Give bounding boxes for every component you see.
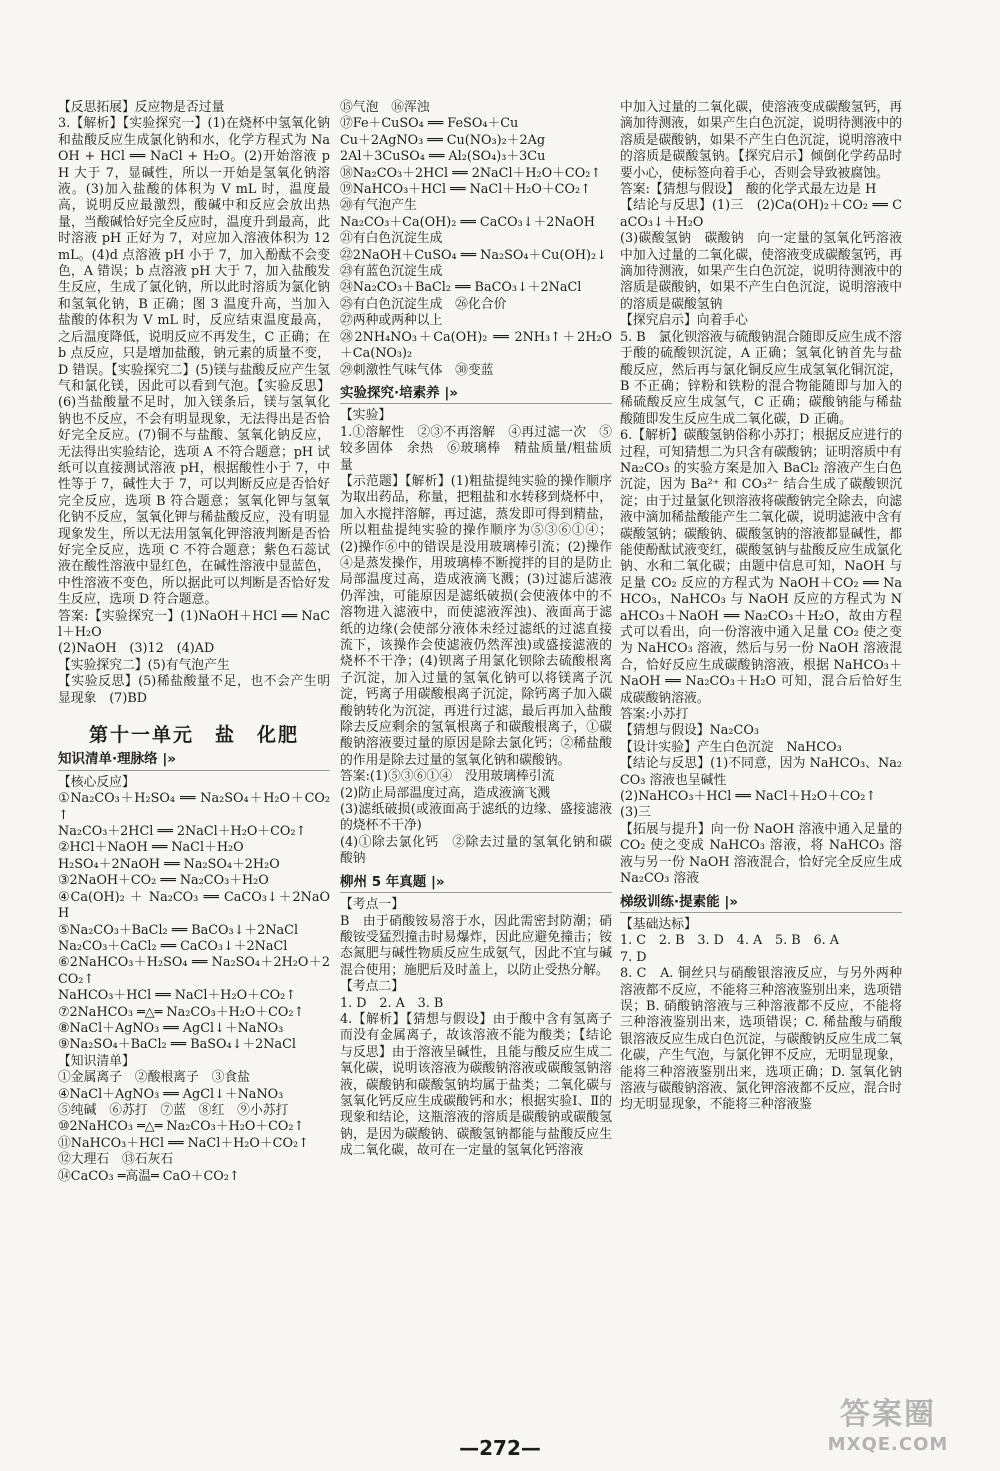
text-paragraph: 【实验探究二】(5)有气泡产生	[58, 657, 230, 673]
text-paragraph: ⑤纯碱 ⑥苏打 ⑦蓝 ⑧红 ⑨小苏打	[58, 1102, 289, 1118]
text-paragraph: Na₂CO₃＋2HCl ══ 2NaCl＋H₂O＋CO₂↑	[58, 824, 307, 840]
text-paragraph: ㉘2NH₄NO₃＋Ca(OH)₂ ══ 2NH₃↑＋2H₂O＋Ca(NO₃)₂	[340, 329, 612, 362]
text-paragraph: 1. C 2. B 3. D 4. A 5. B 6. A	[620, 933, 839, 949]
text-paragraph: B 由于硝酸铵易溶于水，因此需密封防潮；硝酸铵受猛烈撞击时易爆炸，因此应避免撞击；铵态氮肥与碱性物质反应生成氨气，因此不宜与碱混合使用；施肥后及时盖上，以防止受热分解。	[340, 913, 612, 978]
text-paragraph: 【考点一】	[340, 897, 404, 913]
text-paragraph: Na₂CO₃＋CaCl₂ ══ CaCO₃↓＋2NaCl	[58, 938, 288, 954]
text-paragraph: (3)碳酸氢钠 碳酸钠 向一定量的氢氧化钙溶液中加入过量的二氧化碳，使溶液变成碳酸氢钙，再滴加待测液，如果产生白色沉淀，说明待测液中的溶质是碳酸钠，如果不产生白色沉淀，说明溶液中的溶质是碳酸氢钠	[620, 231, 902, 312]
text-paragraph: ⑤Na₂CO₃＋BaCl₂ ══ BaCO₃↓＋2NaCl	[58, 922, 299, 938]
section-header: 梯级训练·提素能 |»	[620, 894, 902, 913]
text-paragraph: ⑮气泡 ⑯浑浊	[340, 100, 430, 115]
page-number: —272—	[459, 1436, 541, 1460]
text-paragraph: 【实验】	[340, 408, 392, 424]
text-paragraph: ②HCl＋NaOH ══ NaCl＋H₂O	[58, 840, 244, 856]
text-paragraph: ⑧NaCl＋AgNO₃ ══ AgCl↓＋NaNO₃	[58, 1020, 284, 1036]
text-paragraph: 5. B 氯化钡溶液与硫酸钠混合随即反应生成不溶于酸的硫酸钡沉淀，A 正确；氢氧化钠首先与盐酸反应，然后再与氯化铜反应生成氢氧化铜沉淀，B 不正确；锌粉和铁粉的混合物能随即与加入的稀硫酸反应生成氢气，C 正确；碳酸钠能与稀盐酸随即发生反应生成二氧化碳，D 正确。	[620, 329, 902, 427]
text-paragraph: 答案:【猜想与假设】 酸的化学式最左边是 H	[620, 182, 877, 198]
text-paragraph: (4)①除去氯化钙 ②除去过量的氢氧化钠和碳酸钠	[340, 834, 612, 867]
section-header: 柳州 5 年真题 |»	[340, 874, 612, 893]
text-paragraph: 【实验反思】(5)稀盐酸量不足，也不会产生明显现象 (7)BD	[58, 674, 330, 706]
section-header: 知识清单·理脉络 |»	[58, 751, 330, 770]
text-paragraph: 【结论与反思】(1)不同意，因为 NaHCO₃、Na₂CO₃ 溶液也呈碱性	[620, 756, 902, 788]
column-middle	[340, 100, 612, 1435]
text-paragraph: 6.【解析】碳酸氢钠俗称小苏打；根据反应进行的过程，可知猜想二为只含有碳酸钠；证明溶质中有 Na₂CO₃ 的实验方案是加入 BaCl₂ 溶液产生白色沉淀，因为 Ba²⁺ 和 CO₃²⁻ 结合生成了碳酸钡沉淀；由于过量氯化钡溶液将碳酸钠完全除去，向滤液中滴加稀盐酸能产生二氧化碳，说明滤液中含有碳酸氢钠；碳酸钠、碳酸氢钠的溶液都显碱性，都能使酚酞试液变红，碳酸氢钠与盐酸反应生成氯化钠、水和二氧化碳；由题中信息可知，NaOH 与足量 CO₂ 反应的方程式为 NaOH＋CO₂ ══ NaHCO₃，NaHCO₃ 与 NaOH 反应的方程式为 NaHCO₃＋NaOH ══ Na₂CO₃＋H₂O，故由方程式可以看出，向一份溶液中通入足量 CO₂ 使之变为 NaHCO₃ 溶液，然后与另一份 NaOH 溶液混合，恰好反应生成碳酸钠溶液，根据 NaHCO₃＋NaOH ══ Na₂CO₃＋H₂O 可知，混合后恰好生成碳酸钠溶液。	[620, 428, 907, 706]
text-paragraph: ㉓有蓝色沉淀生成	[340, 264, 443, 280]
text-paragraph: 【猜想与假设】Na₂CO₃	[620, 723, 759, 739]
text-paragraph: (2)NaHCO₃＋HCl ══ NaCl＋H₂O＋CO₂↑	[620, 789, 877, 805]
text-paragraph: 答案:小苏打	[620, 707, 689, 723]
text-paragraph: 【核心反应】	[58, 774, 135, 790]
text-paragraph: ㉔Na₂CO₃＋BaCl₂ ══ BaCO₃↓＋2NaCl	[340, 280, 582, 296]
text-paragraph: 答案:(1)⑤③⑥①④ 没用玻璃棒引流	[340, 769, 555, 785]
text-paragraph: ㉗两种或两种以上	[340, 313, 443, 329]
text-paragraph: (3)三	[620, 805, 651, 821]
watermark-bottom-text: MXQE.COM	[827, 1434, 949, 1455]
text-paragraph: 中加入过量的二氧化碳，使溶液变成碳酸氢钙，再滴加待测液，如果产生白色沉淀，说明待测液中的溶质是碳酸钠，如果不产生白色沉淀，说明溶液中的溶质是碳酸氢钠。【探究启示】倾倒化学药品时要小心，使标签向着手心，否则会导致被腐蚀。	[620, 100, 902, 181]
text-paragraph: 答案:【实验探究一】(1)NaOH＋HCl ══ NaCl＋H₂O	[58, 608, 330, 640]
text-paragraph: (2)NaOH (3)12 (4)AD	[58, 641, 215, 657]
text-paragraph: ⑩2NaHCO₃ ═△═ Na₂CO₃＋H₂O＋CO₂↑	[58, 1119, 305, 1135]
text-paragraph: ㉕有白色沉淀生成 ㉖化合价	[340, 296, 507, 312]
text-paragraph: 1.①溶解性 ②③不再溶解 ④再过滤一次 ⑤较多固体 余热 ⑥玻璃棒 精盐质量/粗盐质量	[340, 424, 612, 473]
text-paragraph: 【结论与反思】(1)三 (2)Ca(OH)₂＋CO₂ ══ CaCO₃↓＋H₂O	[620, 198, 902, 230]
text-paragraph: 【探究启示】向着手心	[620, 313, 748, 329]
text-paragraph: 1. D 2. A 3. B	[340, 995, 444, 1011]
text-paragraph: ⑳有气泡产生	[340, 198, 417, 214]
section-header: 实验探究·培素养 |»	[340, 385, 612, 404]
text-paragraph: 7. D	[620, 949, 647, 965]
text-paragraph: 【考点二】	[340, 979, 404, 995]
text-paragraph: 8. C A. 铜丝只与硝酸银溶液反应，与另外两种溶液都不反应，不能将三种溶液鉴别出来，选项错误；B. 硝酸钠溶液与三种溶液都不反应，不能将三种溶液鉴别出来，选项错误；C. 稀盐酸与硝酸银溶液反应生成白色沉淀，与碳酸钠反应生成二氧化碳，产生气泡，与氯化钾不反应，无明显现象，能将三种溶液鉴别出来，选项正确；D. 氢氧化钠溶液与碳酸钠溶液、氯化钾溶液都不反应，混合时均无明显现象，不能将三种溶液鉴	[620, 966, 902, 1113]
text-paragraph: 【知识清单】	[58, 1053, 135, 1069]
text-paragraph: (2)防止局部温度过高，造成液滴飞溅	[340, 785, 551, 801]
text-paragraph: 3.【解析】【实验探究一】(1)在烧杯中氢氧化钠和盐酸反应生成氯化钠和水，化学方程式为 NaOH + HCl ══ NaCl + H₂O。(2)开始溶液 pH 大于 7，显碱性，所以一开始是氢氧化钠溶液。(3)加入盐酸的体积为 V mL 时，温度最高，说明反应最激烈，酸碱中和反应会放出热量，当酸碱恰好完全反应时，温度升到最高，此时溶液 pH 正好为 7，对应加入溶液体积为 12 mL。(4)d 点溶液 pH 小于 7，加入酚酞不会变色，A 错误；b 点溶液 pH 大于 7，加入盐酸发生反应，生成了氯化钠，所以此时溶质为氯化钠和氢氧化钠，B 正确；图 3 温度升高，当加入盐酸的体积为 V mL 时，反应结束温度最高，之后温度降低，说明反应不再发生，C 正确；在 b 点反应，只是增加盐酸，钠元素的质量不变，D 错误。【实验探究二】(5)镁与盐酸反应产生氢气和氯化镁，因此可以看到气泡。【实验反思】(6)当盐酸量不足时，加入镁条后，镁与氢氧化钠也不反应，不会有明显现象，无法得出是否恰好完全反应。(7)铜不与盐酸、氢氧化钠反应，无法得出实验结论，选项 A 不符合题意；pH 试纸可以直接测试溶液 pH，根据酸性小于 7，中性等于 7，碱性大于 7，可以判断反应是否恰好完全反应，选项 B 符合题意；氢氧化钾与氢氧化钠不反应，氢氧化钾与稀盐酸反应，没有明显现象发生，所以无法用氢氧化钾溶液判断是否恰好完全反应，选项 C 不符合题意；紫色石蕊试液在酸性溶液中显红色，在碱性溶液中显蓝色，中性溶液不变色，所以据此可以判断是否恰好发生反应，选项 D 符合题意。	[58, 116, 335, 608]
text-paragraph: ④Ca(OH)₂ ＋ Na₂CO₃ ══ CaCO₃↓＋2NaOH	[58, 889, 330, 922]
text-paragraph: ⑦2NaHCO₃ ═△═ Na₂CO₃＋H₂O＋CO₂↑	[58, 1004, 305, 1020]
unit-title: 第十一单元 盐 化肥	[88, 724, 299, 747]
text-paragraph: ㉒2NaOH＋CuSO₄ ══ Na₂SO₄＋Cu(OH)₂↓	[340, 247, 607, 263]
text-paragraph: ①Na₂CO₃＋H₂SO₄ ══ Na₂SO₄＋H₂O＋CO₂↑	[58, 791, 330, 823]
text-paragraph: ⑥2NaHCO₃＋H₂SO₄ ══ Na₂SO₄＋2H₂O＋2CO₂↑	[58, 955, 330, 987]
text-paragraph: ⑨Na₂SO₄＋BaCl₂ ══ BaSO₄↓＋2NaCl	[58, 1037, 296, 1053]
text-paragraph: ④NaCl＋AgNO₃ ══ AgCl↓＋NaNO₃	[58, 1086, 284, 1102]
text-paragraph: ①金属离子 ②酸根离子 ③食盐	[58, 1070, 250, 1086]
text-paragraph: ㉙刺激性气味气体 ㉚变蓝	[340, 362, 494, 378]
text-paragraph: 【反思拓展】反应物是否过量	[58, 100, 225, 115]
text-paragraph: NaHCO₃＋HCl ══ NaCl＋H₂O＋CO₂↑	[58, 988, 297, 1004]
text-paragraph: H₂SO₄＋2NaOH ══ Na₂SO₄＋2H₂O	[58, 856, 280, 872]
text-paragraph: ⑰Fe＋CuSO₄ ══ FeSO₄＋Cu	[340, 116, 519, 132]
text-paragraph: 4.【解析】【猜想与假设】由于酸中含有氢离子而没有金属离子，故该溶液不能为酸类；【结论与反思】由于溶液呈碱性，且能与酸反应生成二氧化碳，说明该溶液为碳酸钠溶液或碳酸氢钠溶液，碳酸钠和碳酸氢钠均属于盐类；二氧化碳与氢氧化钙反应生成碳酸钙和水；根据实验Ⅰ、Ⅱ的现象和结论，这瓶溶液的溶质是碳酸钠或碳酸氢钠，是因为碳酸钠、碳酸氢钠都能与盐酸反应生成二氧化碳，故可在一定量的氢氧化钙溶液	[340, 1011, 612, 1159]
text-paragraph: 2Al＋3CuSO₄ ══ Al₂(SO₄)₃＋3Cu	[340, 149, 546, 165]
text-paragraph: ③2NaOH＋CO₂ ══ Na₂CO₃＋H₂O	[58, 873, 269, 889]
text-paragraph: Na₂CO₃＋Ca(OH)₂ ══ CaCO₃↓＋2NaOH	[340, 214, 595, 230]
text-paragraph: 【示范题】【解析】(1)粗盐提纯实验的操作顺序为取出药品，称量，把粗盐和水转移到烧杯中，加入水搅拌溶解，再过滤，蒸发即可得到精盐，所以粗盐提纯实验的操作顺序为⑤③⑥①④；(2)操作⑥中的错误是没用玻璃棒引流；(2)操作④是蒸发操作，用玻璃棒不断搅拌的目的是防止局部温度过高，造成液滴飞溅；(3)过滤后滤液仍浑浊，可能原因是滤纸破损(会使液体中的不溶物进入滤液中，而使滤液浑浊)、液面高于滤纸的边缘(会使部分液体未经过滤纸的过滤直接流下，该操作会使滤液仍然浑浊)或盛接滤液的烧杯不干净；(4)钡离子用氯化钡除去硫酸根离子沉淀，加入过量的氢氧化钠可以将镁离子沉淀，钙离子用碳酸根离子沉淀，除钙离子加入碳酸钠转化为沉淀，再进行过滤，最后再加入盐酸除去反应剩余的氢氧根离子和碳酸根离子，①碳酸钠溶液要过量的原因是除去氯化钙；②稀盐酸的作用是除去过量的氢氧化钠和碳酸钠。	[340, 473, 612, 768]
text-paragraph: (3)滤纸破损(或液面高于滤纸的边缘、盛接滤液的烧杯不干净)	[340, 802, 612, 834]
text-paragraph: ⑪NaHCO₃＋HCl ══ NaCl＋H₂O＋CO₂↑	[58, 1135, 309, 1151]
watermark-logo	[788, 1397, 988, 1465]
text-paragraph: 【设计实验】产生白色沉淀 NaHCO₃	[620, 739, 842, 755]
text-paragraph: Cu＋2AgNO₃ ══ Cu(NO₃)₂＋2Ag	[340, 132, 546, 148]
text-paragraph: ⑫大理石 ⑬石灰石	[58, 1152, 174, 1168]
text-paragraph: 【基础达标】	[620, 916, 697, 932]
column-left	[58, 100, 335, 1435]
column-right	[620, 100, 907, 1435]
text-paragraph: ⑭CaCO₃ ═高温═ CaO＋CO₂↑	[58, 1168, 240, 1184]
text-paragraph: ⑱Na₂CO₃＋2HCl ══ 2NaCl＋H₂O＋CO₂↑	[340, 165, 602, 181]
watermark-top-text: 答案圈	[840, 1397, 936, 1432]
text-paragraph: ⑲NaHCO₃＋HCl ══ NaCl＋H₂O＋CO₂↑	[340, 182, 591, 198]
text-paragraph: 【拓展与提升】向一份 NaOH 溶液中通入足量的 CO₂ 使之变成 NaHCO₃ 溶液，将 NaHCO₃ 溶液与另一份 NaOH 溶液混合，恰好完全反应生成 Na₂CO₃ 溶液	[620, 821, 907, 887]
text-paragraph: ㉑有白色沉淀生成	[340, 231, 443, 247]
